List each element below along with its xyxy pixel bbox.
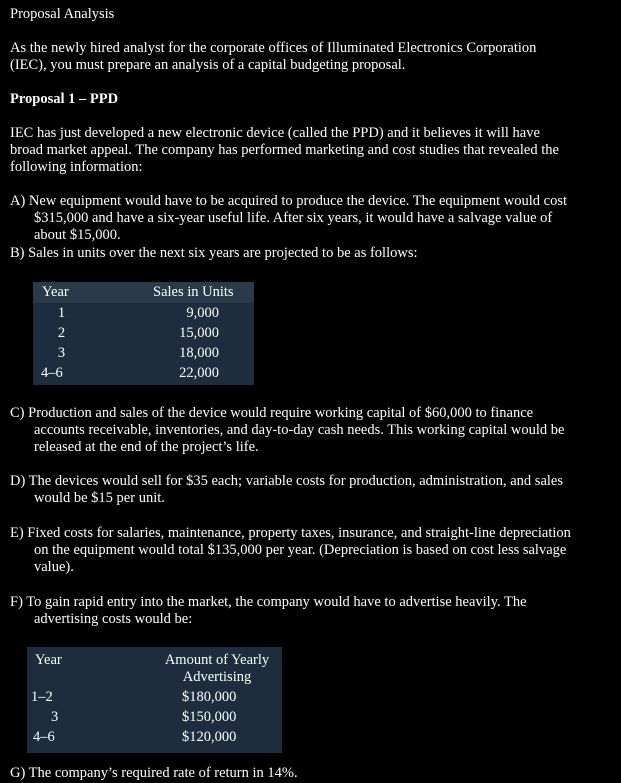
sales-row-year: 3: [57, 345, 66, 361]
item-f-line-2: advertising costs would be:: [34, 611, 193, 627]
item-e-line-3: value).: [34, 559, 74, 575]
item-a-line-3: about $15,000.: [34, 227, 121, 243]
ad-row-amount: $150,000: [182, 709, 237, 725]
sales-row-units: 22,000: [179, 365, 219, 381]
sales-row-units: 9,000: [186, 305, 219, 321]
sales-table-units-header: Sales in Units: [153, 284, 234, 300]
intro-line-1: As the newly hired analyst for the corporate offices of Illuminated Electronics Corporation: [10, 40, 537, 56]
item-b-line-1: B) Sales in units over the next six years are projected to be as follows:: [10, 245, 418, 261]
description-line-2: broad market appeal. The company has performed marketing and cost studies that revealed the: [10, 142, 559, 158]
sales-row-units: 15,000: [179, 325, 219, 341]
sales-row-units: 18,000: [179, 345, 219, 361]
ad-row-amount: $180,000: [182, 689, 237, 705]
item-d-line-2: would be $15 per unit.: [34, 490, 165, 506]
item-g-line-1: G) The company’s required rate of return in 14%.: [10, 765, 298, 781]
sales-row-year: 2: [57, 325, 66, 341]
item-a-line-2: $315,000 and have a six-year useful life. After six years, it would have a salvage value of: [34, 210, 553, 226]
sales-row-year: 4–6: [41, 365, 63, 381]
sales-table: [33, 282, 254, 385]
ad-table-amount-header: Amount of Yearly: [164, 652, 270, 668]
item-c-line-2: accounts receivable, inventories, and day-to-day cash needs. This working capital would be: [34, 422, 565, 438]
ad-row-year: 4–6: [33, 729, 55, 745]
item-c-line-1: C) Production and sales of the device would require working capital of $60,000 to finance: [10, 405, 534, 421]
item-a-line-1: A) New equipment would have to be acquired to produce the device. The equipment would cost: [10, 193, 568, 209]
ad-table-amount-header-2: Advertising: [182, 669, 252, 685]
item-c-line-3: released at the end of the project’s life.: [34, 439, 259, 455]
ad-table-year-header: Year: [35, 652, 62, 668]
ad-row-year: 3: [51, 709, 59, 725]
item-e-line-2: on the equipment would total $135,000 per year. (Depreciation is based on cost less salvage: [34, 542, 567, 558]
sales-table-year-header: Year: [42, 284, 69, 300]
sales-row-year: 1: [57, 305, 66, 321]
ad-row-amount: $120,000: [182, 729, 237, 745]
advertising-table: [27, 647, 282, 753]
item-e-line-1: E) Fixed costs for salaries, maintenance, property taxes, insurance, and straight-line depreciation: [10, 525, 571, 541]
proposal-heading: Proposal 1 – PPD: [10, 91, 119, 107]
intro-line-2: (IEC), you must prepare an analysis of a capital budgeting proposal.: [10, 57, 406, 73]
page-title: Proposal Analysis: [10, 6, 115, 22]
description-line-1: IEC has just developed a new electronic device (called the PPD) and it believes it will have: [10, 125, 540, 141]
item-f-line-1: F) To gain rapid entry into the market, the company would have to advertise heavily. The: [10, 594, 527, 610]
ad-row-year: 1–2: [31, 689, 53, 705]
description-line-3: following information:: [10, 159, 143, 175]
item-d-line-1: D) The devices would sell for $35 each; variable costs for production, administration, and sales: [10, 473, 563, 489]
